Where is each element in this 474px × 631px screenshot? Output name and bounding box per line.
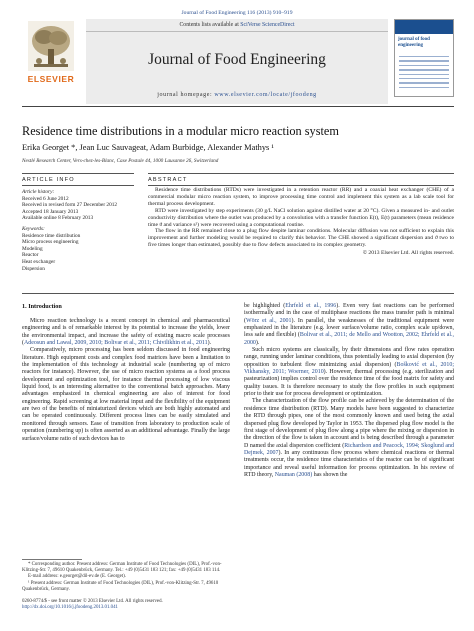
keyword-item: Micro process engineering bbox=[22, 239, 79, 246]
footnote-email[interactable]: E-mail address: e.georget@dil-ev.de (E. Georget). bbox=[28, 574, 126, 580]
body-column-right bbox=[244, 303, 454, 479]
abstract-body bbox=[148, 187, 454, 257]
introduction-heading: 1. Introduction bbox=[22, 303, 62, 310]
issn-line: 0260-8774/$ - see front matter © 2013 Elsevier Ltd. All rights reserved. bbox=[22, 599, 163, 604]
article-title: Residence time distributions in a modular micro reaction system bbox=[22, 124, 339, 138]
citation-link[interactable]: Adeosun and Lawal, 2009, 2010; Bolivar et al., 2011; Chivilikhin et al., 2011 bbox=[23, 340, 208, 347]
abstract-paragraph: Residence time distributions (RTDs) were investigated in a retention reactor (RR) and a coaxial heat exchanger (CHE) of a commercial modular micro reaction system, to improve processing time control and implement this system as a lab scale tool for thermal process development. bbox=[148, 187, 454, 207]
citation-link[interactable]: Richardson and Peacock, 1994; Skoglund and Dejmek, 2007 bbox=[244, 442, 454, 456]
body-paragraph: be highlighted (Ehrfeld et al., 1996). Even very fast reactions can be performed isothermally and in the case of multiphase reactions the mass transfer path is minimal (Wörz et al., 2001). In parallel, the weaknesses of the traditional equipment were emphasized in the literature (e.g. lower surface/volume ratio, complex scale up/down, less safe and flexible) (Bolivar et al., 2011; de Mello and Wootton, 2002; Ehrfeld et al., 2000). bbox=[244, 303, 454, 346]
contents-prefix: Contents lists available at bbox=[179, 22, 241, 28]
author-list: Erika Georget *, Jean Luc Sauvageat, Adam Burbidge, Alexander Mathys ¹ bbox=[22, 143, 274, 152]
affiliation: Nestlé Research Center, Vers-chez-les-Blanc, Case Postale 44, 1000 Lausanne 26, Switzerland bbox=[22, 158, 219, 164]
cover-lines bbox=[399, 56, 449, 91]
citation-link[interactable]: Wörz et al., 2001 bbox=[245, 317, 292, 324]
homepage-link[interactable]: www.elsevier.com/locate/jfoodeng bbox=[214, 92, 317, 98]
body-paragraph: Such micro systems are classically, by their dimensions and flow rates operation range, running under laminar conditions, thus potentially leading to axial dispersion (by opposition to turbulent flow minimizing axial dispersion) (Bošković et al., 2010; Vikhansky, 2011; Woerner, 2010). However, thermal processing (e.g. sterilization and pasteurization) implies control over the residence time of the food matrix for safety and quality issues. It is therefore necessary to study the flow profiles in such equipment prior to their use for process development or optimization. bbox=[244, 347, 454, 398]
citation-link[interactable]: Ehrfeld et al., 1996 bbox=[285, 303, 337, 309]
doi-link[interactable]: http://dx.doi.org/10.1016/j.jfoodeng.2013.01.041 bbox=[22, 605, 118, 611]
elsevier-tree-icon bbox=[28, 21, 74, 71]
history-label: Article history: bbox=[22, 189, 55, 195]
abstract-rule bbox=[148, 173, 454, 174]
history-item: Available online 8 February 2013 bbox=[22, 215, 94, 222]
keyword-item: Reactor bbox=[22, 252, 39, 259]
banner-divider bbox=[86, 31, 388, 32]
homepage-prefix: journal homepage: bbox=[157, 92, 215, 98]
cover-band bbox=[395, 20, 453, 34]
article-info bbox=[22, 189, 132, 272]
keyword-item: Heat exchanger bbox=[22, 258, 56, 265]
citation-link[interactable]: Nauman (2008) bbox=[274, 471, 313, 478]
history-item: Received 6 June 2012 bbox=[22, 195, 69, 202]
article-info-heading: ARTICLE INFO bbox=[22, 177, 75, 183]
sciencedirect-link[interactable]: SciVerse ScienceDirect bbox=[240, 22, 295, 28]
abstract-subrule bbox=[148, 185, 454, 186]
keywords-label: Keywords: bbox=[22, 225, 45, 232]
keyword-item: Modeling bbox=[22, 245, 43, 252]
body-column-left bbox=[22, 318, 230, 443]
section-divider bbox=[22, 293, 454, 294]
body-paragraph: Micro reaction technology is a recent concept in chemical and pharmaceutical engineering and is of remarkable interest by its potential to increase the yields, lower the environmental impact, and increase the safety of existing macro scale processes (Adeosun and Lawal, 2009, 2010; Bolivar et al., 2011; Chivilikhin et al., 2011). bbox=[22, 318, 230, 347]
page-footer bbox=[22, 599, 262, 611]
history-item: Accepted 18 January 2013 bbox=[22, 208, 79, 215]
journal-header bbox=[22, 19, 454, 107]
cover-title: journal of food engineering bbox=[398, 37, 430, 48]
keyword-item: Residence time distribution bbox=[22, 232, 81, 239]
journal-reference[interactable]: Journal of Food Engineering 116 (2013) 910–919 bbox=[181, 10, 293, 16]
citation-link[interactable]: Bošković et al., 2010; Vikhansky, 2011; Woerner, 2010 bbox=[244, 361, 454, 376]
elsevier-logo bbox=[22, 19, 80, 87]
homepage-line bbox=[86, 92, 388, 98]
article-info-rule bbox=[22, 173, 134, 174]
abstract-paragraph: The flow in the RR remained close to a plug flow despite laminar conditions. Molecular diffusion was not sufficient to explain this improvement and further modeling would be required to clarify this behavior. The CHE showed a significant dispersion and ϑ two to five times longer than estimated, possibly due to flow defects associated to its complex geometry. bbox=[148, 228, 454, 249]
abstract-paragraph: RTD were investigated by step experiments (30 g/L NaCl solution against distilled water at 20 °C). Given a measured in- and outlet conductivity distribution where the outlet was produced by a convolution with a transfer function E(t), E(t) parameters (mean residence time ϑ and variance s²) were recovered using a computational routine. bbox=[148, 207, 454, 228]
article-info-subrule bbox=[22, 185, 134, 186]
abstract-heading: ABSTRACT bbox=[148, 177, 188, 183]
citation-link[interactable]: Bolivar et al., 2011; de Mello and Wootton, 2002; Ehrfeld et al., 2000 bbox=[244, 332, 454, 346]
footnote-corresponding: * Corresponding author. Present address: German Institute of Food Technologies (DIL), Prof.-von-Klitzing-Str. 7, 49610 Quakenbrück, Germany. Tel.: +49 (0)5431 183 121; fax: +49 (0)5431 183 114. bbox=[22, 562, 222, 574]
journal-title: Journal of Food Engineering bbox=[148, 51, 326, 68]
journal-banner bbox=[86, 19, 388, 104]
footnote-present-address: ¹ Present address: German Institute of Food Technologies (DIL), Prof.-von-Klitzing-Str. 7, 49610 Quakenbrück, Germany. bbox=[22, 580, 219, 592]
history-item: Received in revised form 27 December 2012 bbox=[22, 202, 118, 209]
copyright-notice: © 2013 Elsevier Ltd. All rights reserved. bbox=[362, 250, 454, 257]
journal-cover-thumbnail bbox=[394, 19, 454, 97]
footnote-rule bbox=[22, 559, 82, 560]
footnotes bbox=[22, 562, 230, 593]
keyword-item: Dispersion bbox=[22, 265, 45, 272]
body-paragraph: Comparatively, micro processing has been seldom discussed in food engineering literature. High equipment costs and complex food matrices have been a limitation to the implementation of this technology at industrial scale (numbering up of micro reactors for instance). However, the use of micro reaction systems as a food process development and optimization tool, for instance thermal processing of low viscous liquid food, is an interesting alternative to the conventional batch approaches. Many advantages emphasized in chemical engineering are also of interest for food engineering. Rapid screening at low material input and the flexibility of the equipment are two of the benefits of miniaturized devices which are both highly automated and can be operated continuously. Different process lines can be easily simulated and monitored through sensors. Ease of transition from laboratory to production scale of operation (numbering up) is often asserted as an additional advantage. Finally the large surface/volume ratio of such devices has to bbox=[22, 347, 230, 442]
body-paragraph: The characterization of the flow profile can be achieved by the determination of the residence time distribution (RTD). Many models have been suggested to characterize the RTD through pipes, one of the most commonly known and used being the axial dispersed plug flow developed by Taylor in 1953. The dispersed plug flow model is the first stage of development of plug flow along a pipe where the mixing or dispersion in the direction of the flow is taken in account and is being described through a parameter D named the axial dispersion coefficient (Richardson and Peacock, 1994; Skoglund and Dejmek, 2007). In any continuous flow process where chemical reactions or thermal treatments occur, the residence time characteristics of the reactor can be of significant importance and reveal useful information for process optimization. In his review of RTD theory, Nauman (2008) has shown the bbox=[244, 398, 455, 478]
publisher-name: ELSEVIER bbox=[27, 74, 75, 84]
contents-line bbox=[86, 22, 388, 28]
